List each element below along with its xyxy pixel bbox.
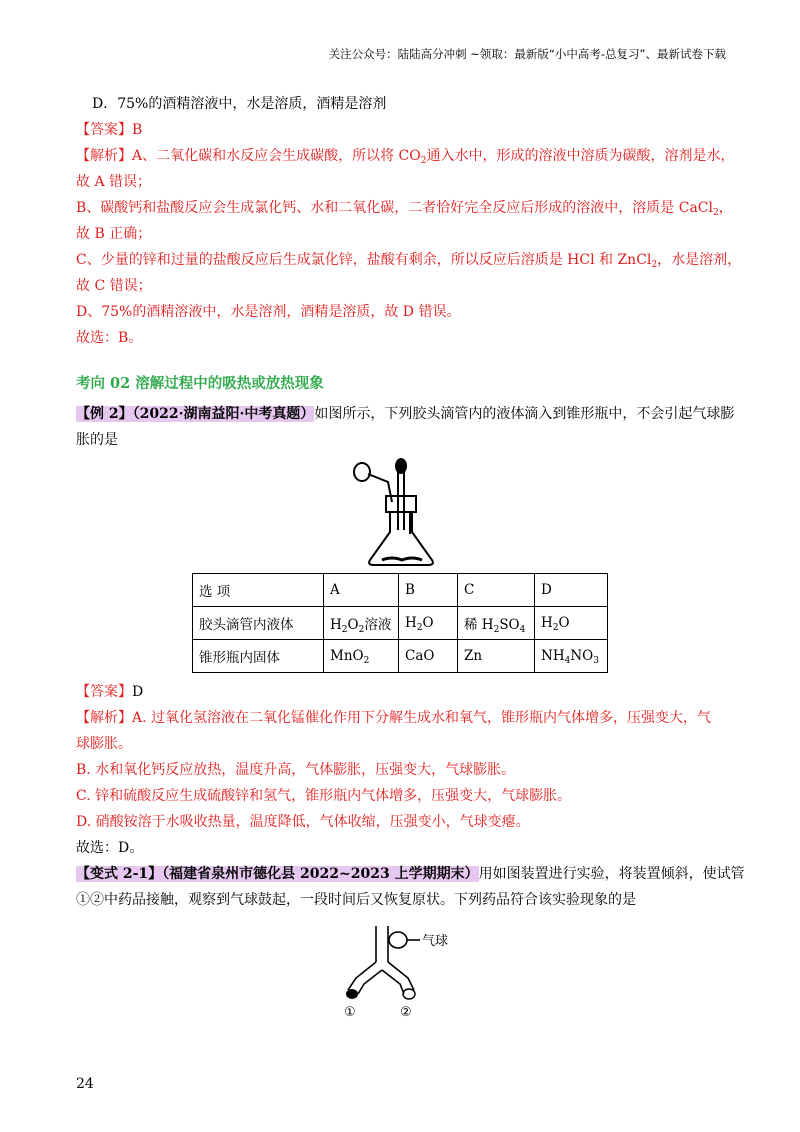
table-cell: $H_2O$	[399, 607, 458, 640]
variant21-stem-line2: ①②中药品接触，观察到气球鼓起，一段时间后又恢复原状。下列药品符合该实验现象的是	[76, 892, 636, 908]
flask-apparatus-figure	[352, 452, 452, 570]
option-d: D．75%的酒精溶液中，水是溶质，酒精是溶剂	[92, 96, 387, 112]
table-cell: Zn	[458, 640, 535, 673]
example2-tag	[76, 406, 314, 422]
table-cell: $H_2O$	[535, 607, 608, 640]
page-header: 关注公众号：陆陆高分冲刺 ~领取：最新版“小中高考-总复习”、最新试卷下载	[328, 47, 726, 61]
example2-stem-line2: 胀的是	[76, 432, 118, 448]
example2-stem: 如图所示，下列胶头滴管内的液体滴入到锥形瓶中，不会引起气球膨	[314, 406, 735, 422]
analysis-c-line2: 故 C 错误；	[76, 278, 152, 294]
table-header-cell: C	[458, 574, 535, 607]
example2-analysis-c: C. 锌和硫酸反应生成硫酸锌和氢气，锥形瓶内气体增多，压强变大，气球膨胀。	[76, 788, 572, 804]
answer-line	[76, 120, 142, 140]
table-row	[193, 574, 608, 607]
variant21-source: （福建省泉州市德化县 2022~2023 上学期期末）	[162, 866, 479, 882]
table-cell: 稀 $H_2SO_4$	[458, 607, 535, 640]
tube1-label: ①	[344, 1005, 356, 1020]
analysis-label: 【解析】	[76, 148, 132, 164]
answer-label: 【答案】	[76, 122, 132, 138]
answer-label: 【答案】	[76, 684, 132, 700]
example2-analysis-a-line1	[76, 708, 711, 728]
table-row	[193, 640, 608, 673]
answer-value: D	[132, 684, 144, 700]
analysis-d-line: D、75%的酒精溶液中，水是溶剂，酒精是溶质，故 D 错误。	[76, 304, 461, 320]
analysis-a-line2: 故 A 错误；	[76, 174, 152, 190]
analysis-label: 【解析】	[76, 710, 132, 726]
example2-label: 【例 2】	[76, 406, 133, 422]
table-header-cell: A	[324, 574, 399, 607]
subscript: 2	[651, 260, 658, 270]
table-cell: CaO	[399, 640, 458, 673]
subscript: 2	[712, 208, 719, 218]
y-tube-apparatus-figure	[336, 920, 466, 1020]
example2-source: （2022·湖南益阳·中考真题）	[132, 406, 315, 422]
analysis-b-line2: 故 B 正确；	[76, 226, 152, 242]
table-cell: $H_2O_2$溶液	[324, 607, 399, 640]
table-header-cell: D	[535, 574, 608, 607]
balloon-label: 气球	[422, 934, 449, 949]
example2-stem-line1	[76, 404, 734, 424]
variant21-stem-line1	[76, 864, 745, 884]
tube2-label: ②	[400, 1005, 412, 1020]
variant21-stem: 用如图装置进行实验，将装置倾斜，使试管	[478, 866, 745, 882]
analysis-b-text-end: ，	[718, 200, 733, 216]
answer-value: B	[132, 122, 143, 138]
analysis-a-text: A. 过氧化氢溶液在二氧化锰催化作用下分解生成水和氧气，锥形瓶内气体增多，压强变大，气	[132, 710, 712, 726]
analysis-c-text: C、少量的锌和过量的盐酸反应后生成氯化锌，盐酸有剩余，所以反应后溶质是 HCl 和 ZnCl	[76, 252, 652, 268]
example2-analysis-d: D. 硝酸铵溶于水吸收热量，温度降低，气体收缩，压强变小，气球变瘪。	[76, 814, 530, 830]
analysis-c-line1	[76, 250, 741, 270]
analysis-a-text-end: 通入水中，形成的溶液中溶质为碳酸，溶剂是水，	[426, 148, 735, 164]
table-row-label: 胶头滴管内液体	[193, 607, 324, 640]
table-row-label: 锥形瓶内固体	[193, 640, 324, 673]
table-header-cell: B	[399, 574, 458, 607]
table-cell: $NH_4NO_3$	[535, 640, 608, 673]
analysis-c-text-end: ，水是溶剂，	[657, 252, 742, 268]
table-cell: MnO$_2$	[324, 640, 399, 673]
section-title: 考向 02 溶解过程中的吸热或放热现象	[76, 375, 324, 392]
variant21-tag	[76, 866, 479, 882]
example2-analysis-a-line2: 球膨胀。	[76, 736, 132, 752]
table-header-cell: 选 项	[193, 574, 324, 607]
table-row	[193, 607, 608, 640]
analysis-b-text: B、碳酸钙和盐酸反应会生成氯化钙、水和二氧化碳，二者恰好完全反应后形成的溶液中，溶质是 CaCl	[76, 200, 713, 216]
analysis-a-text: A、二氧化碳和水反应会生成碳酸，所以将 CO	[132, 148, 421, 164]
example2-answer-line	[76, 682, 143, 702]
page-number: 24	[76, 1076, 94, 1092]
variant21-label: 【变式 2-1】	[76, 866, 163, 882]
analysis-b-line1	[76, 198, 733, 218]
example2-analysis-b: B. 水和氧化钙反应放热，温度升高，气体膨胀，压强变大，气球膨胀。	[76, 762, 516, 778]
example2-conclusion: 故选：D。	[76, 840, 144, 856]
options-table	[192, 573, 608, 673]
conclusion: 故选：B。	[76, 330, 143, 346]
analysis-a-line1	[76, 146, 734, 166]
subscript: 2	[420, 156, 427, 166]
